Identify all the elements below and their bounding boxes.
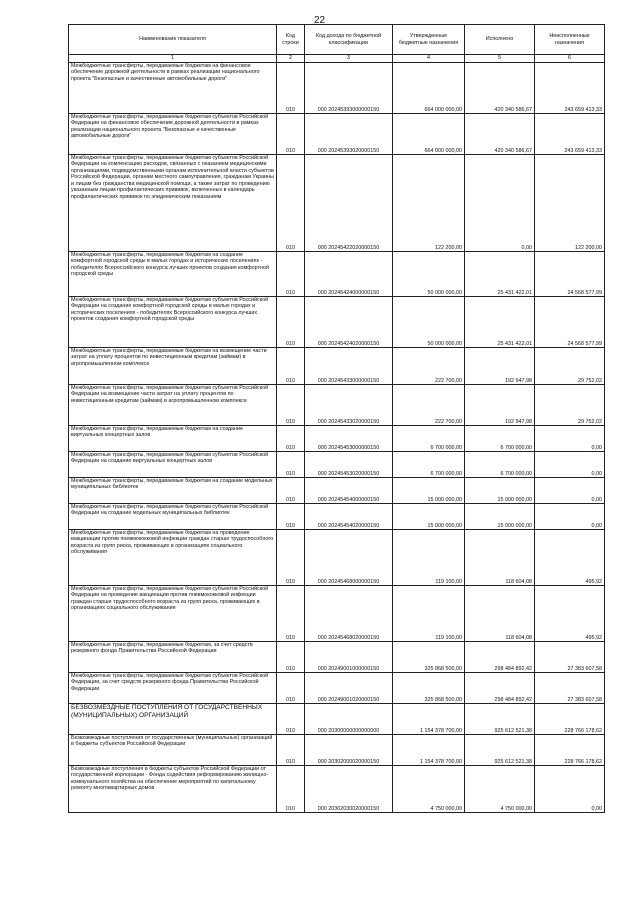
column-number-row	[69, 55, 605, 63]
row-unexecuted: 243 659 413,33	[535, 63, 605, 114]
row-code: 010	[277, 252, 305, 297]
row-name: Межбюджетные трансферты, передаваемые бюджетам субъектов Российской Федерации на создание виртуальных концертных залов	[69, 452, 277, 478]
row-executed: 925 612 521,38	[465, 735, 535, 766]
row-approved: 6 700 000,00	[393, 426, 465, 452]
row-kbk: 000 20302030020000150	[305, 766, 393, 813]
table-row	[69, 673, 605, 704]
row-unexecuted: 24 568 577,99	[535, 297, 605, 348]
column-number: 1	[69, 55, 277, 63]
row-kbk: 000 20245454020000150	[305, 504, 393, 530]
table-row	[69, 385, 605, 426]
row-code: 010	[277, 426, 305, 452]
row-approved: 325 868 500,00	[393, 673, 465, 704]
row-name: Межбюджетные трансферты, передаваемые бюджетам на проведение вакцинации против пневмококковой инфекции граждан старше трудоспособного возраста из групп риска, проживающих в организациях социального обслуживания	[69, 530, 277, 586]
row-executed: 192 947,98	[465, 348, 535, 385]
row-name: Межбюджетные трансферты, передаваемые бюджетам субъектов Российской Федерации на создание модельных муниципальных библиотек	[69, 504, 277, 530]
row-approved: 119 100,00	[393, 586, 465, 642]
page-number: 22	[313, 15, 326, 26]
row-unexecuted: 0,00	[535, 478, 605, 504]
table-row	[69, 114, 605, 155]
row-executed: 118 604,08	[465, 530, 535, 586]
row-approved: 122 200,00	[393, 155, 465, 252]
row-executed: 4 750 000,00	[465, 766, 535, 813]
row-name: Межбюджетные трансферты, передаваемые бюджетам субъектов Российской Федерации на проведение вакцинации против пневмококковой инфекции граждан старше трудоспособного возраста из групп риска, проживающих в организациях социального обслуживания	[69, 586, 277, 642]
row-kbk: 000 20249001020000150	[305, 673, 393, 704]
row-name: Безвозмездные поступления от государственных (муниципальных) организаций в бюджеты субъектов Российской Федерации	[69, 735, 277, 766]
row-code: 010	[277, 297, 305, 348]
row-code: 010	[277, 385, 305, 426]
row-unexecuted: 0,00	[535, 426, 605, 452]
row-code: 010	[277, 673, 305, 704]
header-name: Наименование показателя	[69, 25, 277, 55]
table-row	[69, 426, 605, 452]
row-approved: 222 700,00	[393, 348, 465, 385]
row-kbk: 000 20245393020000150	[305, 114, 393, 155]
table-row	[69, 766, 605, 813]
row-executed: 6 700 000,00	[465, 452, 535, 478]
row-unexecuted: 24 568 577,99	[535, 252, 605, 297]
row-executed: 15 000 000,00	[465, 478, 535, 504]
row-code: 010	[277, 586, 305, 642]
row-unexecuted: 495,92	[535, 586, 605, 642]
row-approved: 325 868 500,00	[393, 642, 465, 673]
row-code: 010	[277, 452, 305, 478]
row-approved: 4 750 000,00	[393, 766, 465, 813]
row-executed: 925 612 521,38	[465, 704, 535, 735]
row-unexecuted: 228 766 178,62	[535, 704, 605, 735]
row-unexecuted: 29 752,02	[535, 385, 605, 426]
row-code: 010	[277, 530, 305, 586]
row-unexecuted: 243 659 413,33	[535, 114, 605, 155]
table-row	[69, 530, 605, 586]
table-row	[69, 504, 605, 530]
row-executed: 118 604,08	[465, 586, 535, 642]
row-kbk: 000 20245453000000150	[305, 426, 393, 452]
table-row	[69, 252, 605, 297]
row-approved: 664 000 000,00	[393, 63, 465, 114]
row-kbk: 000 20245433000000150	[305, 348, 393, 385]
table-body	[69, 63, 605, 813]
row-name: Межбюджетные трансферты, передаваемые бюджетам субъектов Российской Федерации на возмещение части затрат на уплату процентов по инвестиционным кредитам (займам) в агропромышленном комплексе	[69, 385, 277, 426]
header-row	[69, 25, 605, 55]
row-executed: 298 484 892,42	[465, 673, 535, 704]
table-row	[69, 155, 605, 252]
row-kbk: 000 20245433020000150	[305, 385, 393, 426]
row-code: 010	[277, 63, 305, 114]
row-executed: 15 000 000,00	[465, 504, 535, 530]
row-unexecuted: 0,00	[535, 504, 605, 530]
row-unexecuted: 0,00	[535, 766, 605, 813]
table-row	[69, 735, 605, 766]
row-kbk: 000 20300000000000000	[305, 704, 393, 735]
header-unexecuted: Неисполненные назначения	[535, 25, 605, 55]
row-kbk: 000 20245424020000150	[305, 297, 393, 348]
row-executed: 25 431 422,01	[465, 252, 535, 297]
header-kbk: Код дохода по бюджетной классификации	[305, 25, 393, 55]
row-approved: 222 700,00	[393, 385, 465, 426]
row-unexecuted: 228 766 178,62	[535, 735, 605, 766]
row-code: 010	[277, 735, 305, 766]
row-code: 010	[277, 348, 305, 385]
row-approved: 15 000 000,00	[393, 504, 465, 530]
row-kbk: 000 20245454000000150	[305, 478, 393, 504]
row-approved: 6 700 000,00	[393, 452, 465, 478]
column-number: 6	[535, 55, 605, 63]
row-name: Межбюджетные трансферты, передаваемые бюджетам на финансовое обеспечение дорожной деятельности в рамках реализации национального проекта "Безопасные и качественные автомобильные дороги"	[69, 63, 277, 114]
table-row	[69, 642, 605, 673]
row-kbk: 000 20302000020000150	[305, 735, 393, 766]
row-executed: 25 431 422,01	[465, 297, 535, 348]
row-unexecuted: 29 752,02	[535, 348, 605, 385]
table-row	[69, 586, 605, 642]
row-executed: 6 700 000,00	[465, 426, 535, 452]
row-approved: 15 000 000,00	[393, 478, 465, 504]
column-number: 3	[305, 55, 393, 63]
row-code: 010	[277, 704, 305, 735]
table-row	[69, 348, 605, 385]
row-kbk: 000 20245424000000150	[305, 252, 393, 297]
row-unexecuted: 27 383 607,58	[535, 673, 605, 704]
row-kbk: 000 20245422020000150	[305, 155, 393, 252]
row-unexecuted: 122 200,00	[535, 155, 605, 252]
row-name: Межбюджетные трансферты, передаваемые бюджетам субъектов Российской Федерации на компенсацию расходов, связанных с оказанием медицинскими организациями, подведомственными органам исполнительной власти субъектов Российской Федерации, органам местного самоуправления, гражданам Украины и лицам без гражданства медицинской помощи, а также затрат по проведению указанным лицам профилактических прививок, включенных в календарь профилактических прививок по эпидемическим показаниям	[69, 155, 277, 252]
row-unexecuted: 495,92	[535, 530, 605, 586]
row-unexecuted: 0,00	[535, 452, 605, 478]
budget-execution-table	[68, 24, 605, 813]
row-code: 010	[277, 114, 305, 155]
row-name: Межбюджетные трансферты, передаваемые бюджетам, за счет средств резервного фонда Правительства Российской Федерации	[69, 642, 277, 673]
table-row	[69, 704, 605, 735]
row-kbk: 000 20245468020000150	[305, 586, 393, 642]
row-approved: 119 100,00	[393, 530, 465, 586]
row-name: Межбюджетные трансферты, передаваемые бюджетам на создание модельных муниципальных библиотек	[69, 478, 277, 504]
table-row	[69, 63, 605, 114]
row-code: 010	[277, 766, 305, 813]
row-unexecuted: 27 383 607,58	[535, 642, 605, 673]
table-row	[69, 297, 605, 348]
row-name: Межбюджетные трансферты, передаваемые бюджетам на создание виртуальных концертных залов	[69, 426, 277, 452]
table-row	[69, 478, 605, 504]
row-kbk: 000 20245393000000150	[305, 63, 393, 114]
row-code: 010	[277, 504, 305, 530]
row-name: Безвозмездные поступления в бюджеты субъектов Российской Федерации от государственной корпорации - Фонда содействия реформированию жилищно-коммунального хозяйства на обеспечение мероприятий по капитальному ремонту многоквартирных домов	[69, 766, 277, 813]
row-code: 010	[277, 642, 305, 673]
row-executed: 298 484 892,42	[465, 642, 535, 673]
row-executed: 420 340 586,67	[465, 114, 535, 155]
row-approved: 50 000 000,00	[393, 297, 465, 348]
row-name: Межбюджетные трансферты, передаваемые бюджетам на возмещение части затрат на уплату процентов по инвестиционным кредитам (займам) в агропромышленном комплексе	[69, 348, 277, 385]
row-code: 010	[277, 155, 305, 252]
column-number: 5	[465, 55, 535, 63]
row-kbk: 000 20245453020000150	[305, 452, 393, 478]
table-row	[69, 452, 605, 478]
row-name: Межбюджетные трансферты, передаваемые бюджетам на создание комфортной городской среды в малых городах и исторических поселениях - победителях Всероссийского конкурса лучших проектов создания комфортной городской среды	[69, 252, 277, 297]
header-executed: Исполнено	[465, 25, 535, 55]
column-number: 2	[277, 55, 305, 63]
row-name: Межбюджетные трансферты, передаваемые бюджетам субъектов Российской Федерации на создание комфортной городской среды в малых городах и исторических поселениях - победителях Всероссийского конкурса лучших проектов создания комфортной городской среды	[69, 297, 277, 348]
row-executed: 0,00	[465, 155, 535, 252]
column-number: 4	[393, 55, 465, 63]
row-kbk: 000 20245468000000150	[305, 530, 393, 586]
row-approved: 50 000 000,00	[393, 252, 465, 297]
row-approved: 1 154 378 700,00	[393, 735, 465, 766]
row-name: Межбюджетные трансферты, передаваемые бюджетам субъектов Российской Федерации на финансовое обеспечение дорожной деятельности в рамках реализации национального проекта "Безопасные и качественные автомобильные дороги"	[69, 114, 277, 155]
row-executed: 192 947,98	[465, 385, 535, 426]
row-name: БЕЗВОЗМЕЗДНЫЕ ПОСТУПЛЕНИЯ ОТ ГОСУДАРСТВЕННЫХ (МУНИЦИПАЛЬНЫХ) ОРГАНИЗАЦИЙ	[69, 704, 277, 735]
header-approved: Утвержденные бюджетные назначения	[393, 25, 465, 55]
row-name: Межбюджетные трансферты, передаваемые бюджетам субъектов Российской Федерации, за счет средств резервного фонда Правительства Российской Федерации	[69, 673, 277, 704]
row-approved: 664 000 000,00	[393, 114, 465, 155]
row-kbk: 000 20249001000000150	[305, 642, 393, 673]
row-approved: 1 154 378 700,00	[393, 704, 465, 735]
row-executed: 420 340 586,67	[465, 63, 535, 114]
header-code: Код строки	[277, 25, 305, 55]
row-code: 010	[277, 478, 305, 504]
